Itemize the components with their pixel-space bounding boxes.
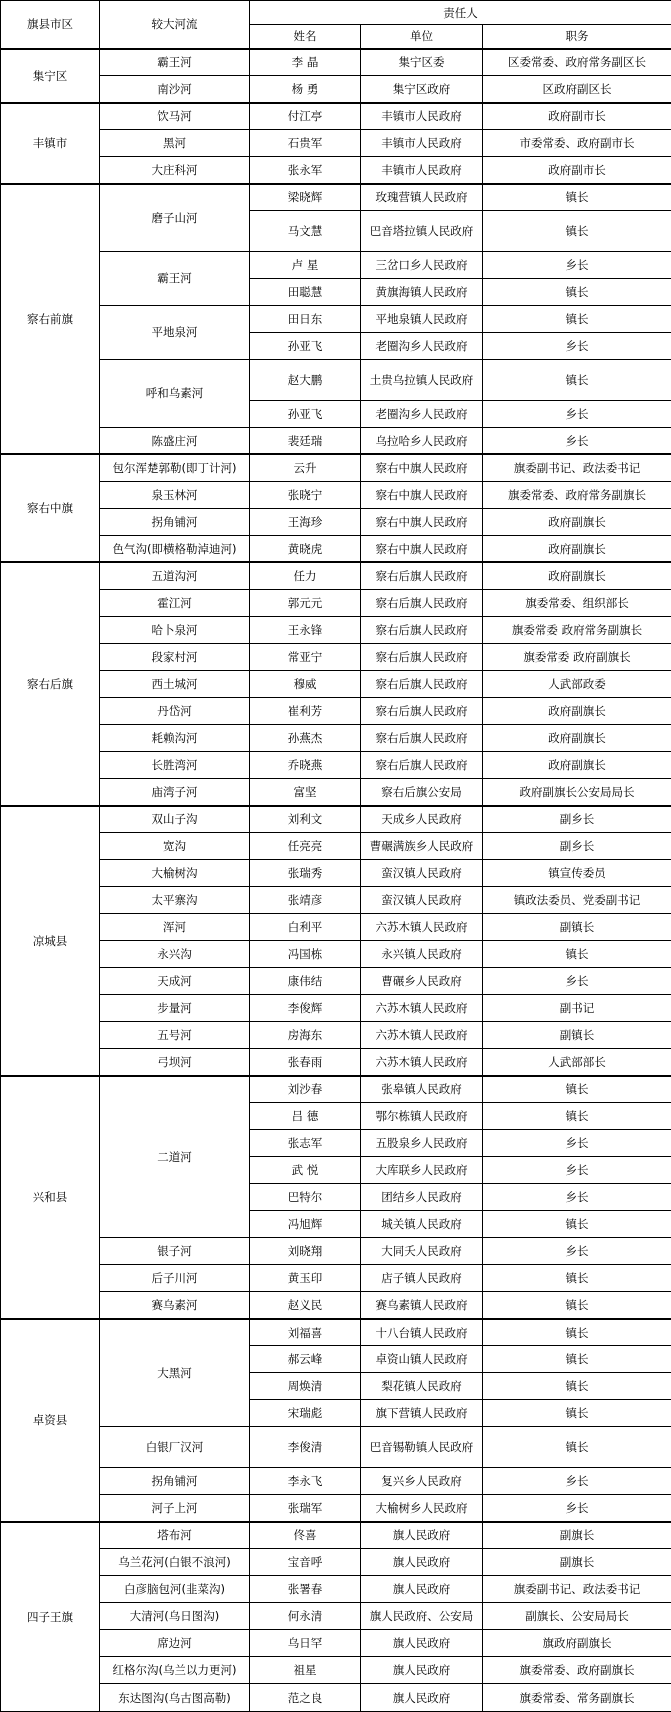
person-name-cell: 张靖彦 — [250, 887, 361, 914]
person-name-cell: 云升 — [250, 454, 361, 481]
person-name-cell: 穆威 — [250, 670, 361, 697]
table-row — [1, 724, 671, 751]
river-cell: 二道河 — [100, 1076, 250, 1238]
position-cell: 政府副旗长 — [483, 751, 671, 778]
table-row — [1, 359, 671, 400]
table-row — [1, 508, 671, 535]
river-cell: 泉玉林河 — [100, 481, 250, 508]
table-row — [1, 562, 671, 589]
table-row — [1, 1238, 671, 1265]
unit-cell: 六苏木镇人民政府 — [361, 995, 483, 1022]
river-cell: 河子上河 — [100, 1495, 250, 1522]
person-name-cell: 孙亚飞 — [250, 332, 361, 359]
river-cell: 白银厂汉河 — [100, 1427, 250, 1468]
river-cell: 席边河 — [100, 1630, 250, 1657]
unit-cell: 土贵乌拉镇人民政府 — [361, 359, 483, 400]
person-name-cell: 梁晓辉 — [250, 184, 361, 211]
person-name-cell: 李俊清 — [250, 1427, 361, 1468]
position-cell: 政府副市长 — [483, 157, 671, 184]
position-cell: 镇长 — [483, 1103, 671, 1130]
person-name-cell: 卢 星 — [250, 251, 361, 278]
unit-cell: 蛮汉镇人民政府 — [361, 860, 483, 887]
unit-cell: 察右后旗人民政府 — [361, 697, 483, 724]
county-cell: 察右后旗 — [1, 562, 100, 805]
position-cell: 副旗长 — [483, 1522, 671, 1549]
position-cell: 镇长 — [483, 1346, 671, 1373]
table-row — [1, 1549, 671, 1576]
unit-cell: 卓资山镇人民政府 — [361, 1346, 483, 1373]
unit-cell: 鄂尔栋镇人民政府 — [361, 1103, 483, 1130]
person-name-cell: 刘福喜 — [250, 1319, 361, 1346]
person-name-cell: 冯国栋 — [250, 941, 361, 968]
table-row — [1, 643, 671, 670]
header-position: 职务 — [483, 25, 671, 49]
unit-cell: 曹碾乡人民政府 — [361, 968, 483, 995]
person-name-cell: 赵义民 — [250, 1292, 361, 1319]
unit-cell: 丰镇市人民政府 — [361, 157, 483, 184]
table-row — [1, 481, 671, 508]
unit-cell: 旗人民政府 — [361, 1630, 483, 1657]
table-row — [1, 49, 671, 76]
person-name-cell: 崔利芳 — [250, 697, 361, 724]
unit-cell: 丰镇市人民政府 — [361, 130, 483, 157]
position-cell: 镇长 — [483, 941, 671, 968]
position-cell: 旗委副书记、政法委书记 — [483, 454, 671, 481]
table-row — [1, 1684, 671, 1712]
position-cell: 副镇长 — [483, 914, 671, 941]
unit-cell: 天成乡人民政府 — [361, 806, 483, 833]
person-name-cell: 田聪慧 — [250, 278, 361, 305]
river-cell: 后子川河 — [100, 1265, 250, 1292]
county-cell: 集宁区 — [1, 49, 100, 103]
person-name-cell: 房海东 — [250, 1022, 361, 1049]
position-cell: 乡长 — [483, 1130, 671, 1157]
table-row — [1, 1468, 671, 1495]
person-name-cell: 常亚宁 — [250, 643, 361, 670]
river-cell: 霸王河 — [100, 49, 250, 76]
river-cell: 五道沟河 — [100, 562, 250, 589]
unit-cell: 旗人民政府 — [361, 1657, 483, 1684]
county-cell: 丰镇市 — [1, 103, 100, 184]
unit-cell: 巴音塔拉镇人民政府 — [361, 211, 483, 252]
unit-cell: 团结乡人民政府 — [361, 1184, 483, 1211]
table-row — [1, 103, 671, 130]
table-row — [1, 941, 671, 968]
unit-cell: 六苏木镇人民政府 — [361, 914, 483, 941]
table-row — [1, 251, 671, 278]
river-cell: 陈盛庄河 — [100, 427, 250, 454]
unit-cell: 旗人民政府 — [361, 1522, 483, 1549]
river-cell: 拐角铺河 — [100, 508, 250, 535]
unit-cell: 察右中旗人民政府 — [361, 535, 483, 562]
unit-cell: 察右中旗人民政府 — [361, 481, 483, 508]
position-cell: 副旗长、公安局局长 — [483, 1603, 671, 1630]
position-cell: 副旗长 — [483, 1549, 671, 1576]
person-name-cell: 杨 勇 — [250, 76, 361, 103]
table-row — [1, 887, 671, 914]
county-cell: 卓资县 — [1, 1319, 100, 1522]
unit-cell: 察右后旗人民政府 — [361, 643, 483, 670]
river-cell: 饮马河 — [100, 103, 250, 130]
table-row — [1, 1522, 671, 1549]
unit-cell: 察右后旗人民政府 — [361, 562, 483, 589]
position-cell: 市委常委、政府副市长 — [483, 130, 671, 157]
table-row — [1, 1049, 671, 1076]
person-name-cell: 冯旭辉 — [250, 1211, 361, 1238]
unit-cell: 集宁区委 — [361, 49, 483, 76]
river-cell: 呼和乌素河 — [100, 359, 250, 427]
person-name-cell: 任亮亮 — [250, 833, 361, 860]
person-name-cell: 孙亚飞 — [250, 400, 361, 427]
table-row — [1, 751, 671, 778]
person-name-cell: 佟喜 — [250, 1522, 361, 1549]
position-cell: 镇长 — [483, 1265, 671, 1292]
unit-cell: 曹碾满族乡人民政府 — [361, 833, 483, 860]
unit-cell: 乌拉哈乡人民政府 — [361, 427, 483, 454]
person-name-cell: 张志军 — [250, 1130, 361, 1157]
position-cell: 乡长 — [483, 968, 671, 995]
table-row — [1, 1076, 671, 1103]
unit-cell: 张皋镇人民政府 — [361, 1076, 483, 1103]
header-responsible: 责任人 — [250, 1, 671, 25]
position-cell: 政府副旗长 — [483, 535, 671, 562]
person-name-cell: 何永清 — [250, 1603, 361, 1630]
river-cell: 弓坝河 — [100, 1049, 250, 1076]
person-name-cell: 任力 — [250, 562, 361, 589]
position-cell: 乡长 — [483, 1184, 671, 1211]
unit-cell: 察右后旗公安局 — [361, 779, 483, 806]
unit-cell: 察右后旗人民政府 — [361, 751, 483, 778]
person-name-cell: 张瑞秀 — [250, 860, 361, 887]
position-cell: 镇长 — [483, 1400, 671, 1427]
table-row — [1, 1292, 671, 1319]
position-cell: 乡长 — [483, 427, 671, 454]
position-cell: 镇长 — [483, 1292, 671, 1319]
position-cell: 政府副旗长 — [483, 724, 671, 751]
position-cell: 区委常委、政府常务副区长 — [483, 49, 671, 76]
position-cell: 政府副旗长 — [483, 697, 671, 724]
person-name-cell: 乌日罕 — [250, 1630, 361, 1657]
position-cell: 镇长 — [483, 1319, 671, 1346]
person-name-cell: 李 晶 — [250, 49, 361, 76]
position-cell: 乡长 — [483, 1238, 671, 1265]
person-name-cell: 祖星 — [250, 1657, 361, 1684]
position-cell: 镇长 — [483, 1373, 671, 1400]
position-cell: 乡长 — [483, 1468, 671, 1495]
position-cell: 镇长 — [483, 1427, 671, 1468]
unit-cell: 赛乌素镇人民政府 — [361, 1292, 483, 1319]
river-cell: 磨子山河 — [100, 184, 250, 252]
table-row — [1, 806, 671, 833]
river-cell: 大清河(乌日图沟) — [100, 1603, 250, 1630]
person-name-cell: 刘晓翔 — [250, 1238, 361, 1265]
header-name: 姓名 — [250, 25, 361, 49]
unit-cell: 察右后旗人民政府 — [361, 616, 483, 643]
position-cell: 镇长 — [483, 1076, 671, 1103]
person-name-cell: 王海珍 — [250, 508, 361, 535]
unit-cell: 大库联乡人民政府 — [361, 1157, 483, 1184]
unit-cell: 旗人民政府、公安局 — [361, 1603, 483, 1630]
county-cell: 察右前旗 — [1, 184, 100, 455]
table-row — [1, 968, 671, 995]
river-cell: 黑河 — [100, 130, 250, 157]
unit-cell: 集宁区政府 — [361, 76, 483, 103]
river-cell: 东达图沟(乌古图高勒) — [100, 1684, 250, 1712]
river-cell: 永兴沟 — [100, 941, 250, 968]
position-cell: 政府副旗长 — [483, 508, 671, 535]
position-cell: 旗委常委、政府副旗长 — [483, 1657, 671, 1684]
river-cell: 宽沟 — [100, 833, 250, 860]
unit-cell: 五股泉乡人民政府 — [361, 1130, 483, 1157]
table-row — [1, 76, 671, 103]
table-row — [1, 589, 671, 616]
table-row — [1, 833, 671, 860]
river-cell: 银子河 — [100, 1238, 250, 1265]
unit-cell: 三岔口乡人民政府 — [361, 251, 483, 278]
table-row — [1, 914, 671, 941]
position-cell: 旗委常委 政府常务副旗长 — [483, 616, 671, 643]
unit-cell: 旗人民政府 — [361, 1549, 483, 1576]
unit-cell: 旗下营镇人民政府 — [361, 1400, 483, 1427]
river-cell: 双山子沟 — [100, 806, 250, 833]
person-name-cell: 孙燕杰 — [250, 724, 361, 751]
person-name-cell: 张永军 — [250, 157, 361, 184]
person-name-cell: 刘沙春 — [250, 1076, 361, 1103]
table-row — [1, 1603, 671, 1630]
person-name-cell: 马文慧 — [250, 211, 361, 252]
person-name-cell: 武 悦 — [250, 1157, 361, 1184]
position-cell: 旗委常委 政府副旗长 — [483, 643, 671, 670]
person-name-cell: 黄晓虎 — [250, 535, 361, 562]
unit-cell: 旗人民政府 — [361, 1684, 483, 1712]
unit-cell: 察右中旗人民政府 — [361, 508, 483, 535]
county-cell: 察右中旗 — [1, 454, 100, 562]
unit-cell: 察右中旗人民政府 — [361, 454, 483, 481]
person-name-cell: 田日东 — [250, 305, 361, 332]
position-cell: 旗委常委、常务副旗长 — [483, 1684, 671, 1712]
river-cell: 浑河 — [100, 914, 250, 941]
unit-cell: 丰镇市人民政府 — [361, 103, 483, 130]
river-cell: 拐角铺河 — [100, 1468, 250, 1495]
position-cell: 镇长 — [483, 211, 671, 252]
position-cell: 乡长 — [483, 1495, 671, 1522]
person-name-cell: 刘利文 — [250, 806, 361, 833]
position-cell: 乡长 — [483, 332, 671, 359]
table-row — [1, 1319, 671, 1346]
position-cell: 镇长 — [483, 1211, 671, 1238]
river-cell: 色气沟(即横格勒淖迪河) — [100, 535, 250, 562]
position-cell: 镇长 — [483, 184, 671, 211]
position-cell: 镇长 — [483, 278, 671, 305]
unit-cell: 复兴乡人民政府 — [361, 1468, 483, 1495]
table-row — [1, 779, 671, 806]
position-cell: 乡长 — [483, 1157, 671, 1184]
table-row — [1, 697, 671, 724]
river-cell: 段家村河 — [100, 643, 250, 670]
unit-cell: 六苏木镇人民政府 — [361, 1022, 483, 1049]
person-name-cell: 张春雨 — [250, 1049, 361, 1076]
person-name-cell: 裴廷瑞 — [250, 427, 361, 454]
person-name-cell: 宋瑞彪 — [250, 1400, 361, 1427]
county-cell: 兴和县 — [1, 1076, 100, 1319]
unit-cell: 大榆树乡人民政府 — [361, 1495, 483, 1522]
river-cell: 南沙河 — [100, 76, 250, 103]
unit-cell: 十八台镇人民政府 — [361, 1319, 483, 1346]
unit-cell: 巴音锡勒镇人民政府 — [361, 1427, 483, 1468]
position-cell: 政府副旗长公安局局长 — [483, 779, 671, 806]
unit-cell: 永兴镇人民政府 — [361, 941, 483, 968]
river-cell: 平地泉河 — [100, 305, 250, 359]
person-name-cell: 黄玉印 — [250, 1265, 361, 1292]
river-cell: 大庄科河 — [100, 157, 250, 184]
person-name-cell: 张署春 — [250, 1576, 361, 1603]
position-cell: 镇长 — [483, 305, 671, 332]
person-name-cell: 周焕清 — [250, 1373, 361, 1400]
unit-cell: 玫瑰营镇人民政府 — [361, 184, 483, 211]
county-cell: 凉城县 — [1, 806, 100, 1076]
river-cell: 红格尔沟(乌兰以力更河) — [100, 1657, 250, 1684]
person-name-cell: 乔晓燕 — [250, 751, 361, 778]
position-cell: 镇长 — [483, 359, 671, 400]
river-cell: 霍江河 — [100, 589, 250, 616]
river-cell: 霸王河 — [100, 251, 250, 305]
river-cell: 西土城河 — [100, 670, 250, 697]
position-cell: 副乡长 — [483, 833, 671, 860]
river-cell: 五号河 — [100, 1022, 250, 1049]
table-body — [1, 49, 671, 1712]
river-cell: 天成河 — [100, 968, 250, 995]
unit-cell: 老圈沟乡人民政府 — [361, 400, 483, 427]
position-cell: 旗委常委、组织部长 — [483, 589, 671, 616]
unit-cell: 大同夭人民政府 — [361, 1238, 483, 1265]
unit-cell: 旗人民政府 — [361, 1576, 483, 1603]
position-cell: 政府副市长 — [483, 103, 671, 130]
table-row — [1, 1630, 671, 1657]
table-row — [1, 305, 671, 332]
river-cell: 白彦脑包河(韭菜沟) — [100, 1576, 250, 1603]
person-name-cell: 李永飞 — [250, 1468, 361, 1495]
unit-cell: 城关镇人民政府 — [361, 1211, 483, 1238]
person-name-cell: 付江亭 — [250, 103, 361, 130]
table-row — [1, 1265, 671, 1292]
table-row — [1, 130, 671, 157]
unit-cell: 察右后旗人民政府 — [361, 589, 483, 616]
table-row — [1, 184, 671, 211]
position-cell: 副乡长 — [483, 806, 671, 833]
river-cell: 步量河 — [100, 995, 250, 1022]
unit-cell: 察右后旗人民政府 — [361, 724, 483, 751]
river-cell: 塔布河 — [100, 1522, 250, 1549]
person-name-cell: 白利平 — [250, 914, 361, 941]
header-county: 旗县市区 — [1, 1, 100, 49]
table-row — [1, 1022, 671, 1049]
position-cell: 政府副旗长 — [483, 562, 671, 589]
table-row — [1, 670, 671, 697]
person-name-cell: 范之良 — [250, 1684, 361, 1712]
river-cell: 丹岱河 — [100, 697, 250, 724]
river-cell: 庙湾子河 — [100, 779, 250, 806]
person-name-cell: 郝云峰 — [250, 1346, 361, 1373]
person-name-cell: 巴特尔 — [250, 1184, 361, 1211]
river-cell: 乌兰花河(白银不浪河) — [100, 1549, 250, 1576]
person-name-cell: 张晓宁 — [250, 481, 361, 508]
river-cell: 太平寨沟 — [100, 887, 250, 914]
position-cell: 副书记 — [483, 995, 671, 1022]
table-row — [1, 1495, 671, 1522]
table-row — [1, 1576, 671, 1603]
person-name-cell: 宝音呼 — [250, 1549, 361, 1576]
position-cell: 副镇长 — [483, 1022, 671, 1049]
river-cell: 长胜湾河 — [100, 751, 250, 778]
unit-cell: 黄旗海镇人民政府 — [361, 278, 483, 305]
person-name-cell: 张瑞军 — [250, 1495, 361, 1522]
person-name-cell: 郭元元 — [250, 589, 361, 616]
table-row — [1, 157, 671, 184]
position-cell: 乡长 — [483, 400, 671, 427]
unit-cell: 六苏木镇人民政府 — [361, 1049, 483, 1076]
table-row — [1, 1657, 671, 1684]
table-row — [1, 995, 671, 1022]
person-name-cell: 石贵军 — [250, 130, 361, 157]
table-row — [1, 860, 671, 887]
unit-cell: 蛮汉镇人民政府 — [361, 887, 483, 914]
person-name-cell: 王永锋 — [250, 616, 361, 643]
river-cell: 哈卜泉河 — [100, 616, 250, 643]
person-name-cell: 吕 德 — [250, 1103, 361, 1130]
river-cell: 赛乌素河 — [100, 1292, 250, 1319]
position-cell: 乡长 — [483, 251, 671, 278]
river-cell: 耗赖沟河 — [100, 724, 250, 751]
table-row — [1, 616, 671, 643]
unit-cell: 察右后旗人民政府 — [361, 670, 483, 697]
unit-cell: 老圈沟乡人民政府 — [361, 332, 483, 359]
position-cell: 旗政府副旗长 — [483, 1630, 671, 1657]
county-cell: 四子王旗 — [1, 1522, 100, 1712]
person-name-cell: 赵大鹏 — [250, 359, 361, 400]
unit-cell: 店子镇人民政府 — [361, 1265, 483, 1292]
unit-cell: 平地泉镇人民政府 — [361, 305, 483, 332]
river-cell: 大榆树沟 — [100, 860, 250, 887]
position-cell: 镇政法委员、党委副书记 — [483, 887, 671, 914]
person-name-cell: 康伟结 — [250, 968, 361, 995]
position-cell: 旗委副书记、政法委书记 — [483, 1576, 671, 1603]
position-cell: 区政府副区长 — [483, 76, 671, 103]
table-row — [1, 535, 671, 562]
header-river: 较大河流 — [100, 1, 250, 49]
position-cell: 人武部政委 — [483, 670, 671, 697]
table-row — [1, 454, 671, 481]
table-row — [1, 427, 671, 454]
position-cell: 镇宣传委员 — [483, 860, 671, 887]
river-cell: 包尔浑楚郭勒(即丁计河) — [100, 454, 250, 481]
person-name-cell: 富坚 — [250, 779, 361, 806]
position-cell: 旗委常委、政府常务副旗长 — [483, 481, 671, 508]
position-cell: 人武部部长 — [483, 1049, 671, 1076]
river-cell: 大黑河 — [100, 1319, 250, 1427]
person-name-cell: 李俊辉 — [250, 995, 361, 1022]
header-unit: 单位 — [361, 25, 483, 49]
table-row — [1, 1427, 671, 1468]
unit-cell: 梨花镇人民政府 — [361, 1373, 483, 1400]
